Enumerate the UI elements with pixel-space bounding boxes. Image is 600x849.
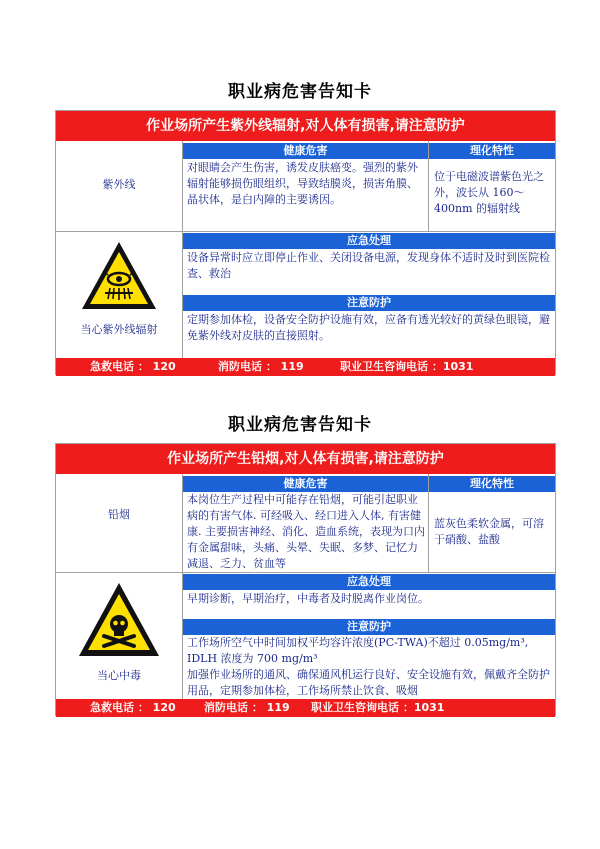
emergency-phone: 急救电话 ： 120 <box>90 360 176 373</box>
warning-caption: 当心紫外线辐射 <box>80 323 158 336</box>
card-title: 职业病危害告知卡 <box>228 415 372 435</box>
divider <box>56 572 555 573</box>
health-consult-phone: 职业卫生咨询电话 ：1031 <box>340 360 474 373</box>
divider <box>56 231 555 232</box>
warning-caption: 当心中毒 <box>97 669 141 682</box>
warning-banner: 作业场所产生紫外线辐射,对人体有损害,请注意防护 <box>56 111 555 141</box>
health-hazard-text: 本岗位生产过程中可能存在铅烟，可能引起职业病的有害气体. 可经吸入、经口进入人体, 有害健康. 主要损害神经、消化、造血系统，表现为口内有金属甜味，头痛、头晕、失眠、多梦、记忆力减退、乏力、贫血等 <box>187 493 425 570</box>
protection-text: 定期参加体检，设备安全防护设施有效，应备有透光较好的黄绿色眼镜，避免紫外线对皮肤的直接照射。 <box>187 313 550 342</box>
health-hazard-header: 健康危害 <box>183 476 428 492</box>
hazard-name: 铅烟 <box>108 508 130 521</box>
health-hazard-header: 健康危害 <box>183 143 428 159</box>
health-consult-phone: 职业卫生咨询电话 ：1031 <box>311 701 445 714</box>
protection-limit-line: 工作场所空气中时间加权平均容许浓度(PC-TWA)不超过 0.05mg/m³, <box>187 636 529 649</box>
protection-header: 注意防护 <box>183 619 555 635</box>
protection-text: 加强作业场所的通风、确保通风机运行良好、安全设施有效，佩戴齐全防护用品，定期参加体检，工作场所禁止饮食、吸烟 <box>187 668 550 697</box>
card-title: 职业病危害告知卡 <box>228 82 372 102</box>
emergency-text: 设备异常时应立即停止作业、关闭设备电源，发现身体不适时及时到医院检查、救治 <box>187 251 550 280</box>
contact-footer <box>56 699 555 717</box>
hazard-notice-card <box>55 110 556 375</box>
properties-text: 位于电磁波谱紫色光之外，波长从 160～400nm 的辐射线 <box>434 170 544 215</box>
hazard-notice-card <box>55 443 556 716</box>
protection-header: 注意防护 <box>183 295 555 311</box>
properties-header: 理化特性 <box>429 143 555 159</box>
toxic-skull-warning-icon <box>76 580 162 660</box>
emergency-header: 应急处理 <box>183 233 555 249</box>
hazard-name: 紫外线 <box>102 178 136 191</box>
fire-phone: 消防电话 ： 119 <box>204 701 290 714</box>
contact-footer <box>56 358 555 376</box>
properties-text: 蓝灰色柔软金属，可溶于硝酸、盐酸 <box>434 517 544 546</box>
protection-idlh-line: IDLH 浓度为 700 mg/m³ <box>187 652 318 665</box>
divider <box>182 141 183 358</box>
uv-radiation-warning-icon <box>79 239 159 313</box>
warning-banner: 作业场所产生铅烟,对人体有损害,请注意防护 <box>56 444 555 474</box>
emergency-text: 早期诊断，早期治疗，中毒者及时脱离作业岗位。 <box>187 592 429 605</box>
emergency-phone: 急救电话 ： 120 <box>90 701 176 714</box>
fire-phone: 消防电话 ： 119 <box>218 360 304 373</box>
properties-header: 理化特性 <box>429 476 555 492</box>
emergency-header: 应急处理 <box>183 574 555 590</box>
health-hazard-text: 对眼睛会产生伤害，诱发皮肤癌变。强烈的紫外辐射能够损伤眼组织，导致结膜炎，损害角膜、晶状体，是白内障的主要诱因。 <box>187 161 418 206</box>
